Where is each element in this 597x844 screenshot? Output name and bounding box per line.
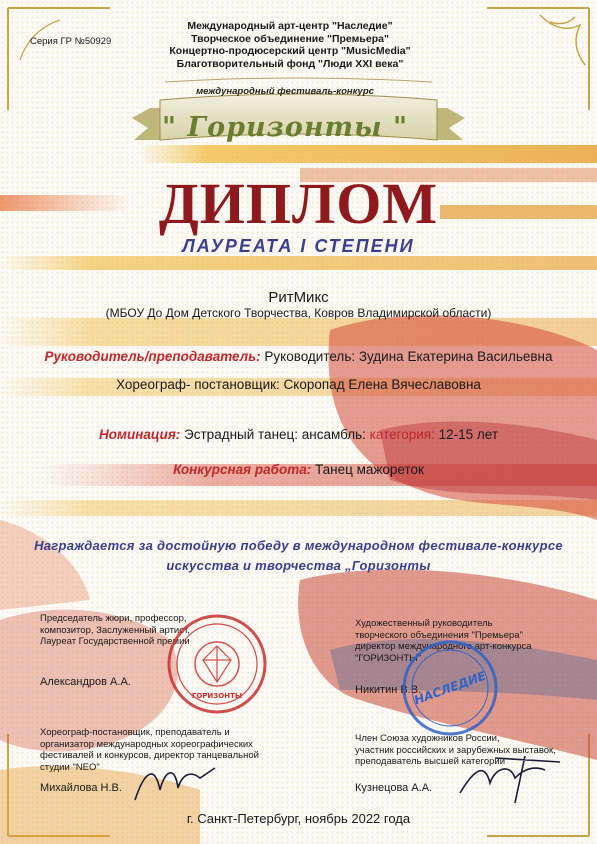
signature-title-line: директор международного арт-конкурса — [355, 641, 532, 652]
organizer-line: Международный арт-центр "Наследие" — [187, 20, 393, 32]
signature-title-line: организатор международных хореографических — [40, 738, 253, 750]
nomination-line — [30, 427, 567, 442]
signature-title-line: композитор, Заслуженный артист, — [40, 624, 190, 636]
leader-label: Руководитель/преподаватель: — [44, 349, 261, 364]
signature-title-line: преподаватель высшей категории — [355, 756, 505, 767]
category-value: 12-15 лет — [434, 427, 499, 442]
series-number: Серия ГР №50929 — [30, 36, 112, 47]
signature-title-line: фестивалей и конкурсов, директор танцевальной — [40, 750, 259, 761]
seal-text: ГОРИЗОНТЫ — [191, 692, 243, 700]
signature-title-line: студии "NEO" — [40, 761, 100, 773]
red-seal-stamp — [165, 612, 269, 716]
diploma-subtitle: ЛАУРЕАТА I СТЕПЕНИ — [182, 236, 415, 256]
handwritten-signature — [455, 748, 565, 808]
leader-value: Руководитель: Зудина Екатерина Васильевна — [260, 349, 553, 364]
leader-line — [30, 349, 567, 364]
organizer-line: Благотворительный фонд "Люди XXI века" — [176, 57, 404, 70]
organizer-line: Творческое объединение "Премьера" — [191, 32, 389, 45]
festival-type: международный фестиваль-конкурс — [196, 86, 374, 97]
festival-name: " Горизонты " — [161, 112, 409, 143]
nomination-value: Эстрадный танец: ансамбль: — [180, 427, 370, 442]
work-line — [30, 462, 567, 477]
handwritten-signature — [130, 760, 220, 810]
recipient-institution: (МБОУ До Дом Детского Творчества, Ковров Владимирской области) — [105, 306, 492, 320]
category-label: категория: — [369, 427, 435, 442]
recipient-name: РитМикс — [268, 289, 329, 306]
seal-text: НАСЛЕДИЕ — [412, 668, 488, 708]
signature-name-chair: Александров А.А. — [40, 676, 131, 688]
organizers-block — [140, 20, 440, 70]
city-date: г. Санкт-Петербург, ноябрь 2022 года — [186, 811, 411, 826]
signature-title-line: Председатель жюри, профессор, — [40, 613, 187, 624]
work-label: Конкурсная работа: — [173, 462, 312, 477]
organizer-line: Концертно-продюсерский центр "MusicMedia" — [169, 45, 411, 57]
diploma-title: ДИПЛОМ — [158, 171, 439, 236]
signature-title-line: участник российских и зарубежных выставок, — [355, 744, 556, 756]
signature-name-choreographer: Михайлова Н.В. — [40, 782, 122, 794]
blue-seal-stamp — [398, 636, 502, 740]
signature-title-line: "ГОРИЗОНТЫ" — [355, 652, 422, 664]
signature-title-line: Член Союза художников России, — [355, 733, 500, 744]
choreographer-line: Хореограф- постановщик: Скоропад Елена Вячеславовна — [116, 377, 481, 392]
signature-title-line: творческого объединения "Премьера" — [355, 629, 523, 641]
signature-title-line: Художественный руководитель — [355, 618, 493, 629]
award-text — [30, 536, 567, 576]
signature-name-director: Никитин В.В. — [355, 684, 422, 696]
award-line: искусства и творчества „Горизонты — [166, 558, 431, 573]
work-value: Танец мажореток — [311, 462, 424, 477]
signature-title-line: Хореограф-постановщик, преподаватель и — [40, 727, 230, 738]
signature-name-artist: Кузнецова А.А. — [355, 782, 433, 794]
signature-title-line: Лауреат Государственной премии — [40, 636, 190, 647]
award-line: Награждается за достойную победу в международном фестивале-конкурсе — [34, 538, 563, 553]
nomination-label: Номинация: — [98, 427, 181, 442]
